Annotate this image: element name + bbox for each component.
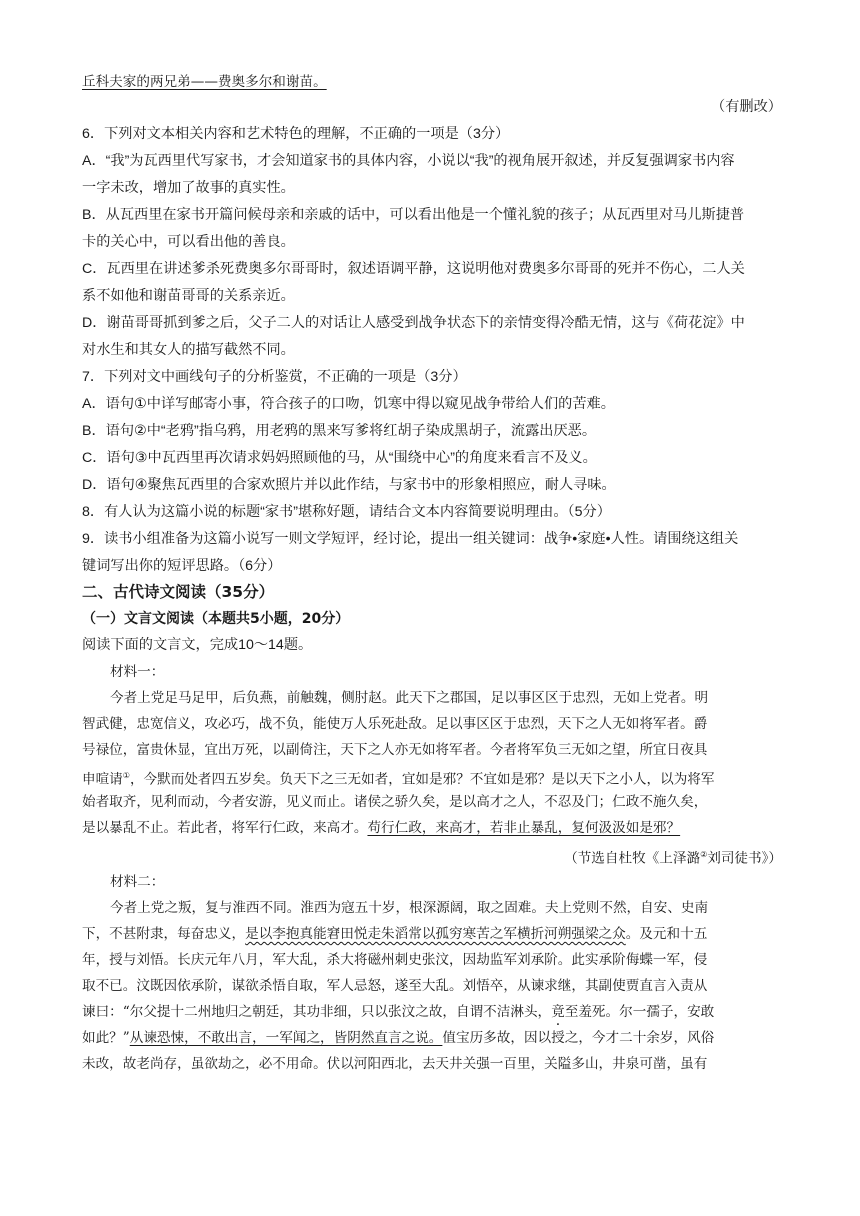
q7-stem: 7．下列对文中画线句子的分析鉴赏，不正确的一项是（3分） [82,369,467,385]
wavy-underlined-sentence: 是以李抱真能窘田悦走朱滔常以孤穷寒苦之军横折河朔强梁之众 [245,926,626,942]
material-2-line: 今者上党之叛，复与淮西不同。淮西为寇五十岁，根深源阔，取之固难。夫上党则不然，自安、史南 [110,900,709,916]
text-fragment: 如此？” [82,1030,130,1046]
text-fragment: 是以暴乱不止。若此者，将军行仁政，来高才。 [82,820,368,836]
q8: 8．有人认为这篇小说的标题“家书”堪称好题，请结合文本内容简要说明理由。（5分） [82,504,611,520]
text-fragment: 至羞死。尔一孺子，安敢 [564,1004,715,1020]
underlined-sentence: 从谏恐悚，不敢出言，一军闻之，皆阴然直言之说。 [129,1030,443,1046]
material-2-line [82,1028,782,1048]
q7-option-d: D．语句④聚焦瓦西里的合家欢照片并以此作结，与家书中的形象相照应，耐人寻味。 [82,477,616,493]
material-1-line: 号禄位，富贵休显，宜出万死，以副倚注，天下之人亦无如将军者。今者将军负三无如之望，所宜日夜具 [82,742,708,758]
q6-stem: 6．下列对文本相关内容和艺术特色的理解，不正确的一项是（3分） [82,126,510,142]
text-fragment: 申喧请 [82,771,123,788]
q6-option-c-line1: C．瓦西里在讲述爹杀死费奥多尔哥哥时，叙述语调平静，这说明他对费奥多尔哥哥的死并不伤心，二人关 [82,261,745,277]
material-2-line: 取不已。汶既因依承阶，谋欲杀悟自取，军人忌怒，遂至大乱。刘悟卒，从谏求继，其副使贾直言入责从 [82,978,708,994]
material-1-line [82,766,782,790]
reading-instruction: 阅读下面的文言文，完成10～14题。 [82,637,313,653]
material-2-line [82,924,782,944]
subsection-1-heading: （一）文言文阅读（本题共5小题，20分） [82,611,350,627]
top-line [82,72,782,92]
q6-option-a-line1: A．“我”为瓦西里代写家书，才会知道家书的具体内容，小说以“我”的视角展开叙述，并反复强调家书内容 [82,153,735,169]
q6-option-d-line1: D．谢苗哥哥抓到爹之后，父子二人的对话让人感受到战争状态下的亲情变得冷酷无情，这与《荷花淀》中 [82,315,745,331]
text-fragment: （节选自杜牧《上泽潞 [564,850,701,867]
material-2-line [82,1002,782,1022]
underlined-sentence: 苟行仁政，来高才，若非止暴乱，复何汲汲如是邪？ [367,820,681,836]
q9-line2: 键词写出你的短评思路。（6分） [82,558,282,574]
text-fragment: 刘司徒书》） [707,850,782,867]
footnote-marker: ② [700,850,708,859]
q6-option-b-line1: B．从瓦西里在家书开篇问候母亲和亲戚的话中，可以看出他是一个懂礼貌的孩子；从瓦西里对马儿斯捷普 [82,207,745,223]
material-2-label: 材料二： [110,874,165,890]
q6-option-d-line2: 对水生和其女人的描写截然不同。 [82,342,295,358]
text-fragment: 下，不甚附隶，每奋忠义， [82,926,246,942]
text-fragment: ，今默而处者四五岁矣。负天下之三无如者，宜如是邪？不宜如是邪？是以天下之小人，以为将军 [129,771,715,788]
text-fragment: 值宝历多故，因以授之，今才二十余岁，风俗 [442,1030,715,1046]
text-fragment: 。及元和十五 [625,926,708,942]
text-fragment: 谏曰：“尔父提十二州地归之朝廷，其功非细，只以张汶之故，自谓不洁淋头， [82,1004,552,1020]
q7-option-c: C．语句③中瓦西里再次请求妈妈照顾他的马，从“围绕中心”的角度来看言不及义。 [82,450,597,466]
material-1-label: 材料一： [110,664,165,680]
footnote-marker: ① [122,771,130,780]
q6-option-b-line2: 卡的关心中，可以看出他的善良。 [82,234,295,250]
q7-option-a: A．语句①中详写邮寄小事，符合孩子的口吻，饥寒中得以窥见战争带给人们的苦难。 [82,396,615,412]
material-2-line: 未改，故老尚存，虽欲劫之，必不用命。伏以河阳西北，去天井关强一百里，关隘多山，井泉可凿，虽有 [82,1056,708,1072]
q9-line1: 9．读书小组准备为这篇小说写一则文学短评，经讨论，提出一组关键词：战争•家庭•人性。请围绕这组关 [82,531,739,547]
underlined-sentence: 丘科夫家的两兄弟——费奥多尔和谢苗。 [82,74,327,90]
material-1-source [82,845,782,869]
dotted-character: 竟 [551,1004,565,1020]
q6-option-a-line2: 一字未改，增加了故事的真实性。 [82,180,295,196]
section-2-heading: 二、古代诗文阅读（35分） [82,583,275,601]
material-1-line: 始者取齐，见利而动，今者安游，见义而止。诸侯之骄久矣，是以高才之人，不忍及门；仁政不施久矣， [82,794,708,810]
material-1-line: 今者上党足马足甲，后负燕，前触魏，侧肘赵。此天下之郡国，足以事区区于忠烈，无如上党者。明 [110,690,709,706]
material-1-line [82,818,782,838]
q7-option-b: B．语句②中“老鸦”指乌鸦，用老鸦的黑来写爹将红胡子染成黑胡子，流露出厌恶。 [82,423,597,439]
material-2-line: 年，授与刘悟。长庆元年八月，军大乱，杀大将磁州刺史张汶，因劫监军刘承阶。此实承阶侮蝶一军，侵 [82,952,708,968]
material-1-line: 智武健，忠宽信义，攻必巧，战不负，能使万人乐死赴敌。足以事区区于忠烈，天下之人无如将军者。爵 [82,716,708,732]
source-note: （有删改） [711,99,782,115]
q6-option-c-line2: 系不如他和谢苗哥哥的关系亲近。 [82,288,295,304]
